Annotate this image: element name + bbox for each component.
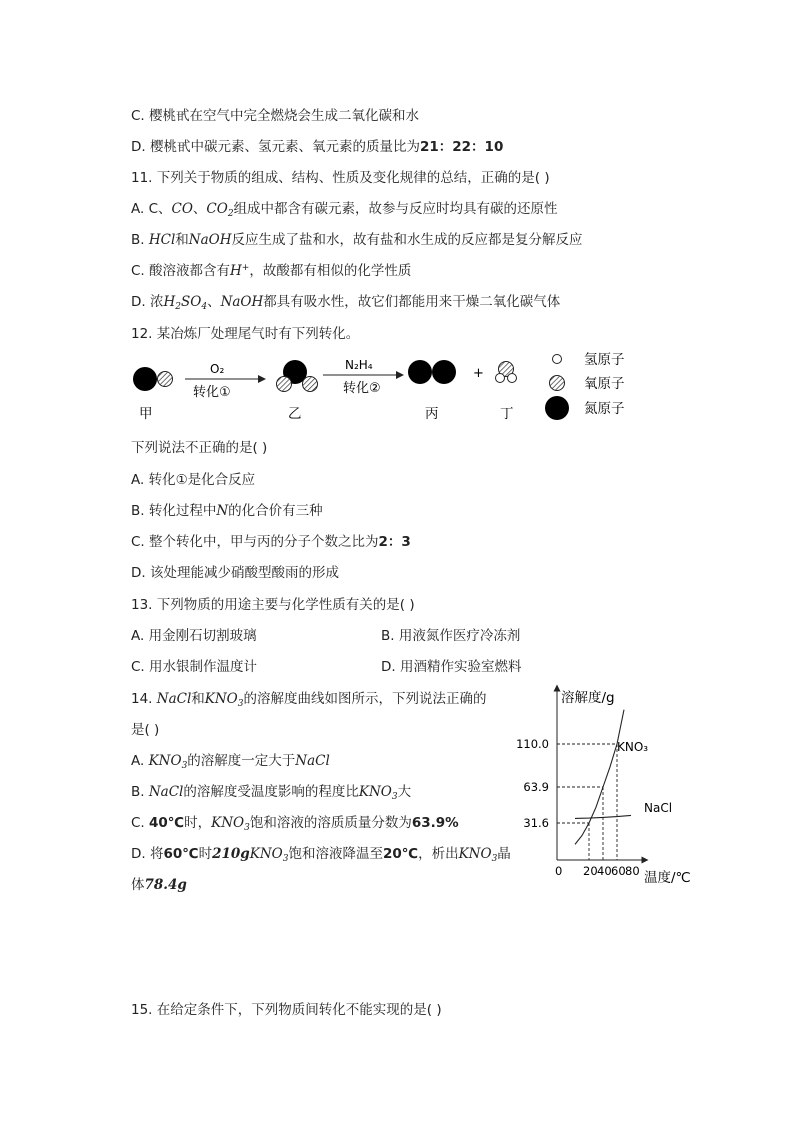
q14-c-mid1: 时， — [184, 815, 212, 831]
q11-d-post: 都具有吸水性，故它们都能用来干燥二氧化碳气体 — [263, 294, 561, 310]
legend-oxygen-icon — [550, 376, 565, 391]
q11-d-naoh: NaOH — [220, 294, 264, 310]
q14-d-post: 晶 — [497, 846, 511, 862]
q14-b-post: 大 — [397, 784, 412, 800]
q14-d-kno3-sub2: 3 — [491, 854, 498, 864]
oxygen-atom — [303, 377, 318, 392]
q11-a-co: CO — [171, 201, 193, 217]
y-tick-label: 63.9 — [523, 780, 549, 794]
arrow-2-bottom: 转化② — [343, 381, 381, 396]
label-bing: 丙 — [425, 406, 439, 422]
q14-d-mid3: ，析出 — [418, 846, 459, 862]
q14-d-kno3-sub: 3 — [282, 854, 289, 864]
q10-option-c: C. 樱桃甙在空气中完全燃烧会生成二氧化碳和水 — [131, 108, 420, 124]
q14-a-kno: KNO — [148, 753, 182, 769]
q14-c-kno3-sub: 3 — [244, 823, 250, 833]
q11-a-co2: CO — [206, 201, 228, 217]
q14-c-mid2: 饱和溶液的溶质质量分数为 — [249, 815, 412, 831]
solubility-chart — [505, 680, 705, 890]
q14-d-kno: KNO — [249, 846, 283, 862]
label-ding: 丁 — [500, 406, 514, 422]
q14-b-kno3-sub: 3 — [391, 792, 398, 802]
q14-c-val: 63.9% — [411, 815, 459, 831]
q14-option-a — [131, 749, 330, 771]
q11-d-so: SO — [181, 294, 202, 310]
q11-option-d — [131, 290, 560, 312]
nitrogen-atom — [133, 367, 157, 391]
label-yi: 乙 — [288, 406, 302, 422]
q14-d-mid2: 饱和溶液降温至 — [288, 846, 383, 862]
q10-option-d — [131, 135, 503, 155]
q11-d-pre: D. 浓 — [131, 294, 164, 310]
q14-d-mass: 210g — [212, 846, 250, 862]
molecule-yi — [277, 360, 318, 392]
q14-a-pre: A. — [131, 753, 149, 769]
plus-sign: + — [473, 366, 484, 381]
q11-a-pre: A. C、 — [131, 201, 172, 217]
q14-b-nacl: NaCl — [148, 784, 184, 800]
x-tick-label: 0 — [555, 864, 563, 878]
q14-option-d — [131, 842, 511, 864]
q11-b-naoh: NaOH — [188, 232, 232, 248]
legend-hydrogen-icon — [553, 355, 562, 364]
series-line-nacl — [575, 815, 631, 818]
y-tick-label: 110.0 — [516, 737, 549, 751]
q14-d-mid1: 时 — [198, 846, 213, 862]
oxygen-atom — [158, 372, 173, 387]
q11-c-pre: C. 酸溶液都含有 — [131, 263, 231, 279]
q11-b-pre: B. — [131, 232, 149, 248]
q11-c-h: H — [230, 263, 242, 279]
oxygen-atom — [277, 377, 292, 392]
q14-num: 14. — [131, 691, 157, 707]
q14-c-kno: KNO — [211, 815, 245, 831]
q14-stem — [131, 687, 486, 709]
x-tick-label: 80 — [625, 864, 640, 878]
q12-option-d: D. 该处理能减少硝酸型酸雨的形成 — [131, 565, 339, 581]
q13-option-c: C. 用水银制作温度计 — [131, 659, 258, 675]
q13-option-a: A. 用金刚石切割玻璃 — [131, 628, 257, 644]
q14-d-kno2: KNO — [458, 846, 492, 862]
q14-d-line2-val: 78.4g — [144, 877, 187, 893]
molecule-bing — [408, 360, 456, 384]
q14-and: 和 — [191, 691, 205, 707]
q12-b-post: 的化合价有三种 — [228, 503, 323, 519]
x-tick-label: 20 — [583, 864, 598, 878]
q11-b-and: 和 — [175, 232, 189, 248]
q12-c-pre: C. 整个转化中，甲与丙的分子个数之比为 — [131, 534, 379, 550]
series-label-nacl: NaCl — [644, 801, 673, 815]
q14-option-b — [131, 780, 411, 802]
arrow-1-bottom: 转化① — [193, 385, 231, 400]
q13-option-b: B. 用液氮作医疗冷冻剂 — [381, 628, 521, 644]
q11-option-c — [131, 259, 411, 279]
q11-c-sup: + — [241, 263, 250, 273]
q10-option-d-ratio: 21：22：10 — [419, 139, 504, 155]
q11-option-a — [131, 197, 558, 219]
q11-d-sep: 、 — [207, 294, 221, 310]
q12-c-ratio: 2：3 — [378, 534, 411, 550]
q14-b-pre: B. — [131, 784, 149, 800]
legend-nitrogen-label: 氮原子 — [584, 401, 625, 417]
q11-a-sep: 、 — [192, 201, 207, 217]
legend-hydrogen-label: 氢原子 — [584, 352, 625, 368]
q10-option-d-text: D. 樱桃甙中碳元素、氢元素、氧元素的质量比为 — [131, 139, 420, 155]
q11-a-co2-sub: 2 — [227, 209, 234, 219]
q13-option-d: D. 用酒精作实验室燃料 — [381, 659, 522, 675]
q14-a-kno3-sub: 3 — [181, 761, 188, 771]
q14-option-d-line2 — [131, 873, 187, 893]
molecule-jia — [133, 367, 173, 391]
q14-d-line2-pre: 体 — [131, 877, 145, 893]
q12-b-n: N — [216, 503, 229, 519]
q14-stem-post: 的溶解度曲线如图所示，下列说法正确的 — [243, 691, 487, 707]
arrow-1-top: O₂ — [210, 362, 225, 376]
q14-a-nacl: NaCl — [295, 753, 330, 769]
y-axis-label: 溶解度/g — [561, 690, 615, 706]
label-jia: 甲 — [139, 406, 153, 422]
q15-stem: 15. 在给定条件下，下列物质间转化不能实现的是( ) — [131, 1002, 442, 1018]
molecule-ding — [496, 362, 517, 383]
chart-ticks — [516, 737, 640, 878]
q14-b-mid: 的溶解度受温度影响的程度比 — [183, 784, 359, 800]
q12-option-b — [131, 499, 323, 519]
q12-reaction-diagram — [125, 345, 645, 430]
q11-d-h: H — [163, 294, 176, 310]
q11-b-post: 反应生成了盐和水，故有盐和水生成的反应都是复分解反应 — [231, 232, 583, 248]
chart-guides — [557, 744, 617, 860]
q14-d-temp1: 60℃ — [163, 846, 199, 862]
nitrogen-atom — [408, 360, 432, 384]
q12-b-pre: B. 转化过程中 — [131, 503, 217, 519]
x-tick-label: 40 — [597, 864, 612, 878]
x-axis-label: 温度/℃ — [644, 870, 691, 886]
q14-nacl: NaCl — [156, 691, 192, 707]
x-tick-label: 60 — [611, 864, 626, 878]
q11-option-b — [131, 228, 582, 248]
q11-c-post: ，故酸都有相似的化学性质 — [249, 263, 412, 279]
q11-d-2: 2 — [175, 302, 181, 312]
hydrogen-atom — [508, 374, 517, 383]
legend-oxygen-label: 氧原子 — [584, 376, 625, 392]
q11-d-4: 4 — [201, 302, 208, 312]
q11-stem: 11. 下列关于物质的组成、结构、性质及变化规律的总结，正确的是( ) — [131, 170, 550, 186]
legend-nitrogen-icon — [545, 396, 569, 420]
q14-stem-line2: 是( ) — [131, 722, 160, 738]
q14-d-temp2: 20℃ — [382, 846, 419, 862]
nitrogen-atom — [432, 360, 456, 384]
q14-option-c: C. 40℃时，$KNO_3$饱和溶液的溶质质量分数为63.9% — [131, 815, 459, 833]
q14-a-mid: 的溶解度一定大于 — [187, 753, 296, 769]
q11-b-hcl: HCl — [148, 232, 176, 248]
arrow-2-top: N₂H₄ — [345, 358, 373, 372]
q14-kno3-sub: 3 — [237, 699, 244, 709]
q14-c-temp: 40℃ — [149, 815, 185, 831]
q14-d-pre: D. 将 — [131, 846, 164, 862]
series-label-kno3: KNO₃ — [617, 740, 649, 754]
q13-stem: 13. 下列物质的用途主要与化学性质有关的是( ) — [131, 597, 415, 613]
q12-option-a: A. 转化①是化合反应 — [131, 472, 256, 488]
q12-ask: 下列说法不正确的是( ) — [131, 440, 268, 456]
q12-stem: 12. 某冶炼厂处理尾气时有下列转化。 — [131, 326, 360, 342]
hydrogen-atom — [496, 374, 505, 383]
q14-b-kno: KNO — [358, 784, 392, 800]
q11-a-post: 组成中都含有碳元素，故参与反应时均具有碳的还原性 — [233, 201, 558, 217]
q14-kno: KNO — [204, 691, 238, 707]
y-tick-label: 31.6 — [523, 816, 549, 830]
q12-option-c — [131, 530, 411, 550]
